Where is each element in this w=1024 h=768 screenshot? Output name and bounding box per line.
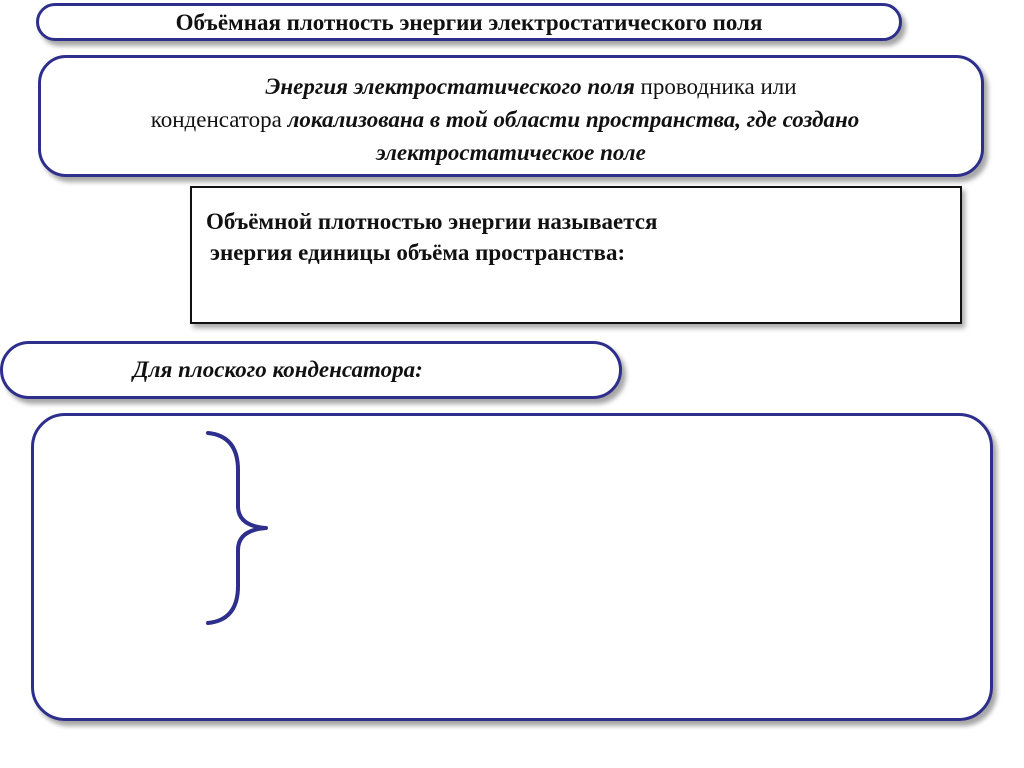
- definition-emphasis-end: электростатическое поле: [376, 140, 646, 165]
- right-curly-brace-icon: [200, 430, 270, 626]
- slide-title: Объёмная плотность энергии электростатического поля: [175, 10, 763, 35]
- formula-box: [31, 413, 993, 721]
- definition-line-1: [61, 70, 1001, 103]
- energy-density-line-2: энергия единицы объёма пространства:: [210, 240, 626, 265]
- flat-capacitor-label: Для плоского конденсатора:: [133, 357, 423, 382]
- definition-line-3: [41, 136, 981, 169]
- definition-line-2: [35, 103, 975, 136]
- definition-box: [38, 55, 984, 177]
- definition-term: Энергия электростатического поля: [265, 74, 635, 99]
- definition-text-2: конденсатора: [150, 107, 288, 132]
- slide-title-box: [36, 3, 902, 41]
- definition-text-1: проводника или: [634, 74, 797, 99]
- definition-emphasis: локализована в той области пространства, где создано: [287, 107, 860, 132]
- energy-density-line-1: Объёмной плотностью энергии называется: [206, 209, 658, 234]
- energy-density-box: [190, 186, 962, 324]
- flat-capacitor-box: [0, 341, 622, 399]
